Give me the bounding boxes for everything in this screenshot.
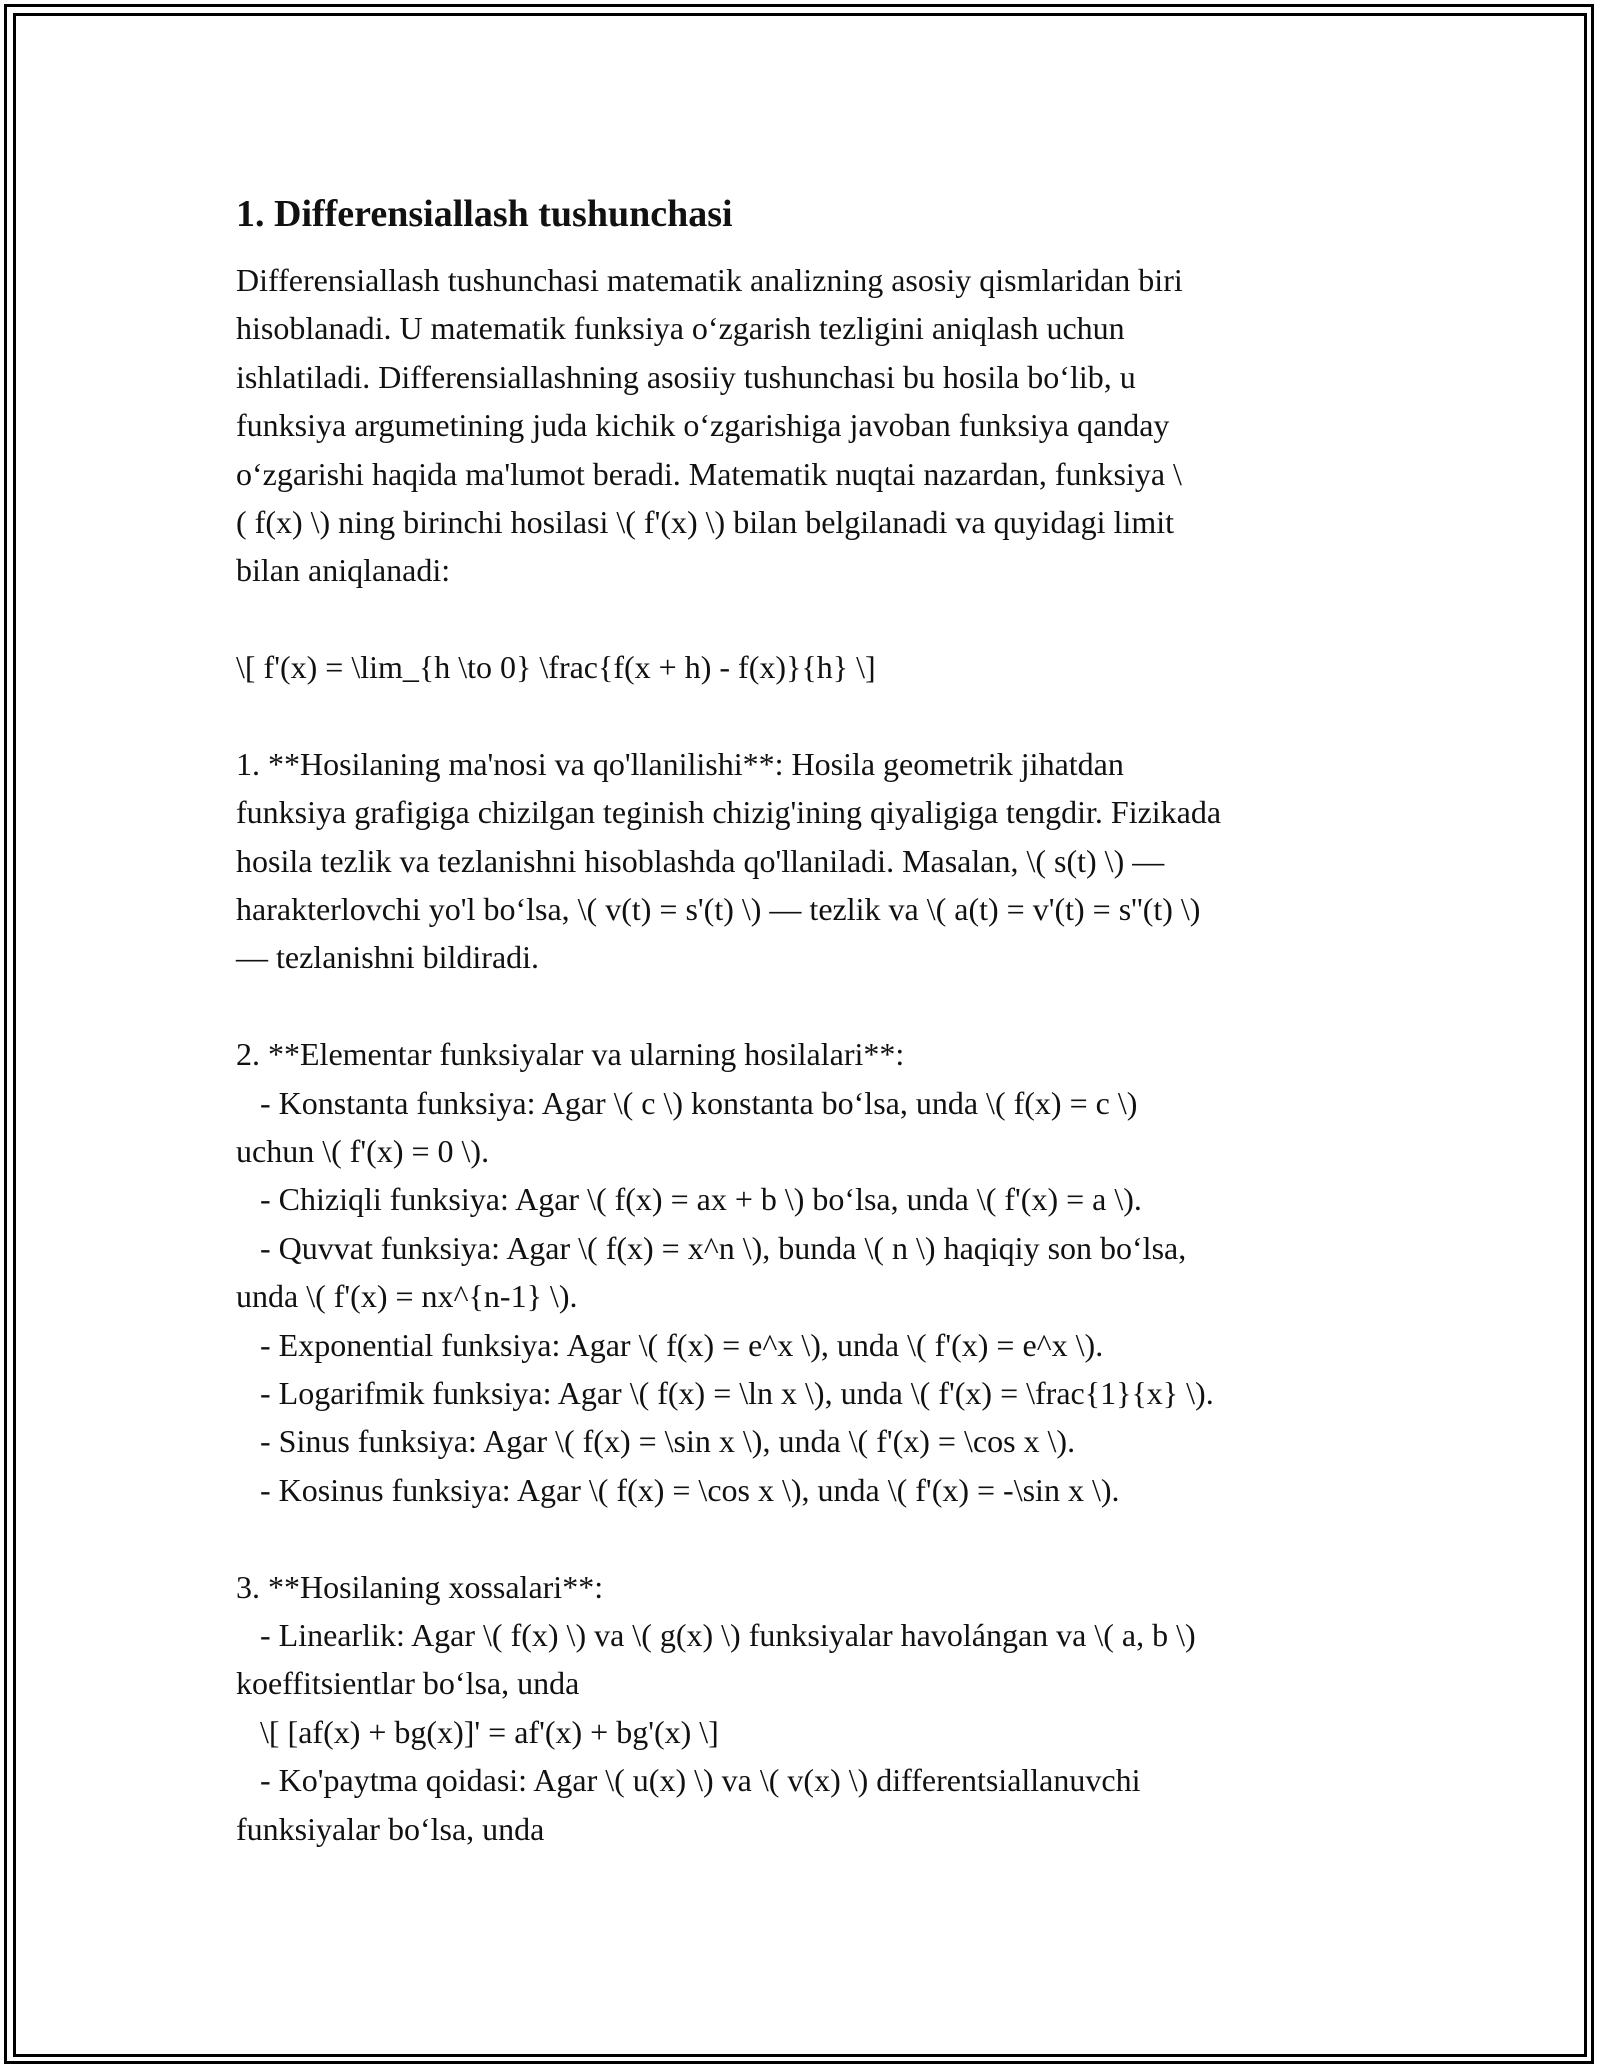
text-line <box>236 595 1376 643</box>
text-line: koeffitsientlar bo‘lsa, unda <box>236 1665 580 1702</box>
text-line: funksiya argumetining juda kichik o‘zgarishiga javoban funksiya qanday <box>236 407 1170 444</box>
text-line: funksiyalar bo‘lsa, unda <box>236 1810 545 1847</box>
text-line: funksiya grafigiga chizilgan teginish chizig'ining qiyaligiga tengdir. Fizikada <box>236 794 1222 831</box>
text-line: Differensiallash tushunchasi matematik analizning asosiy qismlaridan biri <box>236 262 1183 298</box>
text-line: unda \( f'(x) = nx^{n-1} \). <box>236 1278 578 1315</box>
text-line: — tezlanishni bildiradi. <box>236 939 540 976</box>
text-line <box>236 1514 1376 1562</box>
text-line: - Logarifmik funksiya: Agar \( f(x) = \ln x \), unda \( f'(x) = \frac{1}{x} \). <box>236 1374 1214 1411</box>
text-line: hisoblanadi. U matematik funksiya o‘zgarish tezligini aniqlash uchun <box>236 310 1125 347</box>
text-line: - Kosinus funksiya: Agar \( f(x) = \cos x \), unda \( f'(x) = -\sin x \). <box>236 1471 1120 1508</box>
text-line: \[ [af(x) + bg(x)]' = af'(x) + bg'(x) \] <box>236 1713 719 1750</box>
text-line: 1. **Hosilaning ma'nosi va qo'llanilishi**: Hosila geometrik jihatdan <box>236 745 1124 782</box>
text-line: - Exponential funksiya: Agar \( f(x) = e^x \), unda \( f'(x) = e^x \). <box>236 1326 1104 1363</box>
text-line: o‘zgarishi haqida ma'lumot beradi. Matematik nuqtai nazardan, funksiya \ <box>236 455 1182 492</box>
text-line: uchun \( f'(x) = 0 \). <box>236 1133 490 1170</box>
text-line: - Linearlik: Agar \( f(x) \) va \( g(x) \) funksiyalar havolángan va \( a, b \) <box>236 1616 1196 1653</box>
text-line: harakterlovchi yo'l bo‘lsa, \( v(t) = s'(t) \) — tezlik va \( a(t) = v'(t) = s''(t) \) <box>236 891 1201 928</box>
text-line: ishlatiladi. Differensiallashning asosiiy tushunchasi bu hosila bo‘lib, u <box>236 358 1136 395</box>
document-body <box>236 186 1376 1853</box>
text-line: - Quvvat funksiya: Agar \( f(x) = x^n \), bunda \( n \) haqiqiy son bo‘lsa, <box>236 1229 1187 1266</box>
text-line: bilan aniqlanadi: <box>236 552 451 589</box>
text-line: \[ f'(x) = \lim_{h \to 0} \frac{f(x + h) - f(x)}{h} \] <box>236 649 876 686</box>
section-heading: 1. Differensiallash tushunchasi <box>236 193 733 235</box>
text-line: - Chiziqli funksiya: Agar \( f(x) = ax + b \) bo‘lsa, unda \( f'(x) = a \). <box>236 1181 1142 1218</box>
body-text <box>236 256 1376 1853</box>
text-line: - Konstanta funksiya: Agar \( c \) konstanta bo‘lsa, unda \( f(x) = c \) <box>236 1084 1138 1121</box>
text-line: hosila tezlik va tezlanishni hisoblashda qo'llaniladi. Masalan, \( s(t) \) — <box>236 842 1165 879</box>
text-line: 2. **Elementar funksiyalar va ularning hosilalari**: <box>236 1036 905 1073</box>
text-line <box>236 692 1376 740</box>
text-line <box>236 982 1376 1030</box>
text-line: 3. **Hosilaning xossalari**: <box>236 1568 604 1605</box>
text-line: - Ko'paytma qoidasi: Agar \( u(x) \) va \( v(x) \) differentsiallanuvchi <box>236 1762 1141 1799</box>
text-line: ( f(x) \) ning birinchi hosilasi \( f'(x) \) bilan belgilanadi va quyidagi limit <box>236 503 1174 540</box>
text-line: - Sinus funksiya: Agar \( f(x) = \sin x \), unda \( f'(x) = \cos x \). <box>236 1423 1076 1460</box>
